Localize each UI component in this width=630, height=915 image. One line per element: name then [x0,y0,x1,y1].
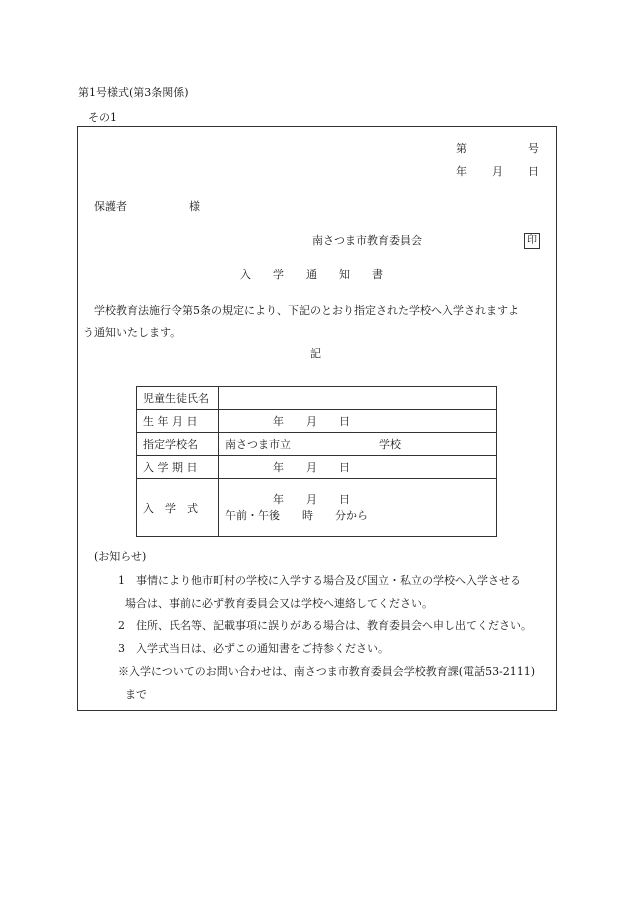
form-title: 第1号様式(第3条関係) [78,86,189,99]
date-day: 日 [528,165,539,178]
table-row [137,456,497,479]
contact-line1: ※入学についてのお問い合わせは、南さつま市教育委員会学校教育課(電話53-2111) [118,665,536,678]
number-label-suffix: 号 [528,142,539,155]
row-value-student-name [219,387,497,410]
issuer-name: 南さつま市教育委員会 [312,234,422,247]
form-variant: その1 [88,111,117,124]
row-value-ceremony [219,479,497,537]
row-value-entry-date: 年 月 日 [219,456,497,479]
row-label-birthdate: 生 年 月 日 [137,410,219,433]
row-value-birthdate: 年 月 日 [219,410,497,433]
table-row [137,387,497,410]
seal-mark: 印 [524,233,540,249]
guardian-label: 保護者 [94,200,127,213]
contact-line2: まで [125,688,147,701]
row-value-school [219,433,497,456]
date-year: 年 [456,165,467,178]
notice-title: 入 学 通 知 書 [240,268,383,281]
body-text-line2: う通知いたします。 [83,326,182,339]
ceremony-date: 年 月 日 [273,492,350,506]
note-1-line2: 場合は、事前に必ず教育委員会又は学校へ連絡してください。 [125,597,433,610]
table-row [137,479,497,537]
row-label-school: 指定学校名 [137,433,219,456]
table-row [137,410,497,433]
notes-heading: (お知らせ) [94,550,147,563]
school-suffix: 学校 [379,438,401,451]
note-1-number: 1 [118,574,125,587]
note-3-text: 入学式当日は、必ずこの通知書をご持参ください。 [136,642,389,655]
row-label-ceremony: 入 学 式 [137,479,219,537]
ki-label: 記 [310,347,321,360]
note-2-text: 住所、氏名等、記載事項に誤りがある場合は、教育委員会へ申し出てください。 [136,619,532,632]
note-2-number: 2 [118,619,125,632]
note-1-line1: 事情により他市町村の学校に入学する場合及び国立・私立の学校へ入学させる [136,574,521,587]
date-month: 月 [492,165,503,178]
row-label-entry-date: 入 学 期 日 [137,456,219,479]
number-label-prefix: 第 [456,142,467,155]
ceremony-time: 午前・午後 時 分から [225,508,368,522]
table-row [137,433,497,456]
school-prefix: 南さつま市立 [225,438,291,451]
row-label-student-name: 児童生徒氏名 [137,387,219,410]
guardian-honorific: 様 [189,200,200,213]
body-text-line1: 学校教育法施行令第5条の規定により、下記のとおり指定された学校へ入学されますよ [94,304,519,317]
note-3-number: 3 [118,642,125,655]
student-info-table [136,386,497,537]
